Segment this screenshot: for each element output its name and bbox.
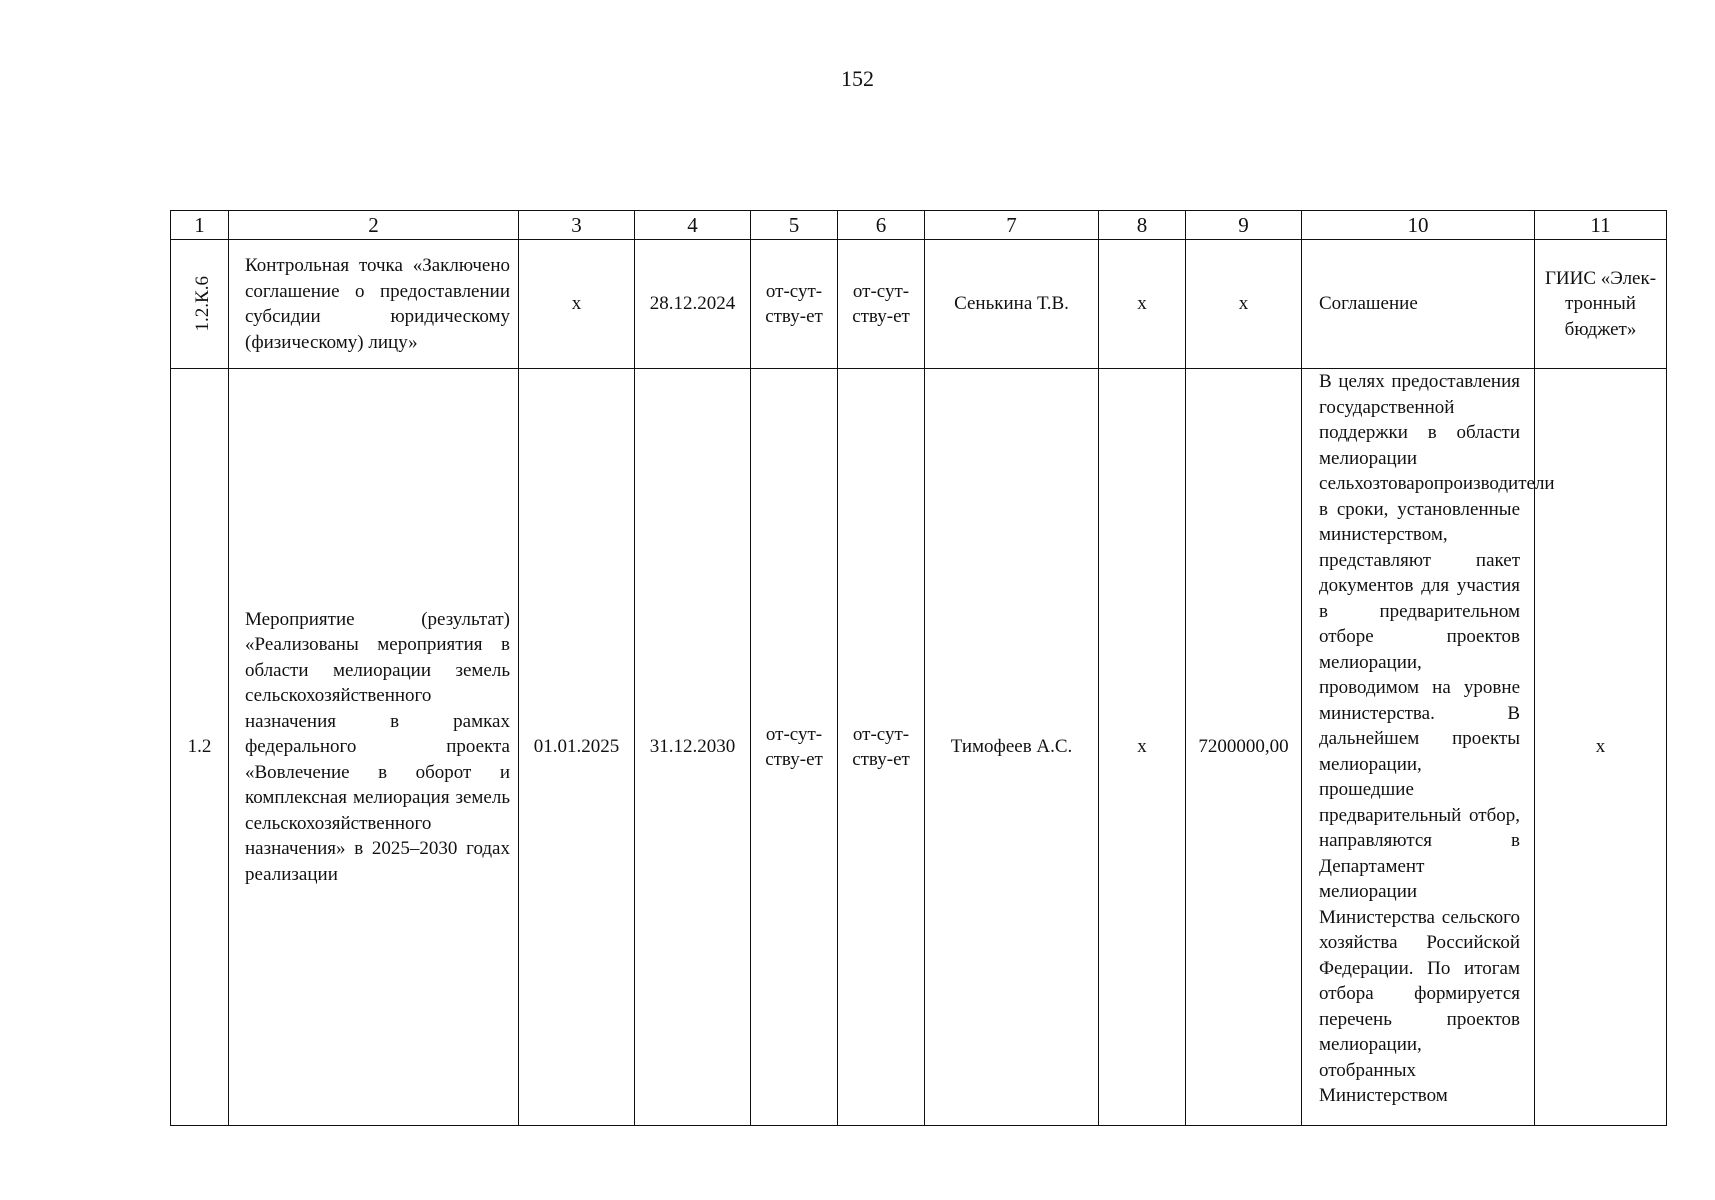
row-code: 1.2 (171, 369, 229, 1126)
row-end: 31.12.2030 (635, 369, 751, 1126)
column-number: 2 (229, 211, 519, 240)
row-col10: В целях предоставления государственной поддержки в области мелиорации сельхозтоваропроизводители в сроки, установленные министерством, представляют пакет документов для участия в предварительном отборе проектов мелиорации, проводимом на уровне министерства. В дальнейшем проекты мелиорации, прошедшие предварительный отбор, направляются в Департамент мелиорации Министерства сельского хозяйства Российской Федерации. По итогам отбора формируется перечень проектов мелиорации, отобранных Министерством (1302, 369, 1535, 1126)
column-number: 10 (1302, 211, 1535, 240)
column-number: 11 (1535, 211, 1667, 240)
row-start: x (519, 240, 635, 369)
row-responsible: Тимофеев А.С. (925, 369, 1099, 1126)
column-number: 1 (171, 211, 229, 240)
table-row (171, 240, 1667, 369)
column-number: 4 (635, 211, 751, 240)
column-number: 5 (751, 211, 838, 240)
column-number-row (171, 211, 1667, 240)
row-end: 28.12.2024 (635, 240, 751, 369)
row-col6: от-сут-ству-ет (838, 240, 925, 369)
row-name: Мероприятие (результат) «Реализованы мероприятия в области мелиорации земель сельскохозяйственного назначения в рамках федерального проекта «Вовлечение в оборот и комплексная мелиорация земель сельскохозяйственного назначения» в 2025–2030 годах реализации (229, 369, 519, 1126)
row-col9: x (1186, 240, 1302, 369)
row-col5: от-сут-ству-ет (751, 369, 838, 1126)
row-col11: x (1535, 369, 1667, 1126)
row-responsible: Сенькина Т.В. (925, 240, 1099, 369)
row-col5: от-сут-ству-ет (751, 240, 838, 369)
row-name: Контрольная точка «Заключено соглашение о предоставлении субсидии юридическому (физическому) лицу» (229, 240, 519, 369)
row-code-cell (171, 240, 229, 369)
column-number: 3 (519, 211, 635, 240)
column-number: 6 (838, 211, 925, 240)
row-col11: ГИИС «Элек-тронный бюджет» (1535, 240, 1667, 369)
row-col10: Соглашение (1302, 240, 1535, 369)
row-code: 1.2.К.6 (191, 276, 213, 332)
column-number: 7 (925, 211, 1099, 240)
row-col6: от-сут-ству-ет (838, 369, 925, 1126)
table-row (171, 369, 1667, 1126)
row-start: 01.01.2025 (519, 369, 635, 1126)
column-number: 8 (1099, 211, 1186, 240)
row-col8: x (1099, 369, 1186, 1126)
column-number: 9 (1186, 211, 1302, 240)
row-col9: 7200000,00 (1186, 369, 1302, 1126)
plan-table (170, 210, 1667, 1126)
page-number: 152 (841, 66, 874, 91)
row-col8: x (1099, 240, 1186, 369)
